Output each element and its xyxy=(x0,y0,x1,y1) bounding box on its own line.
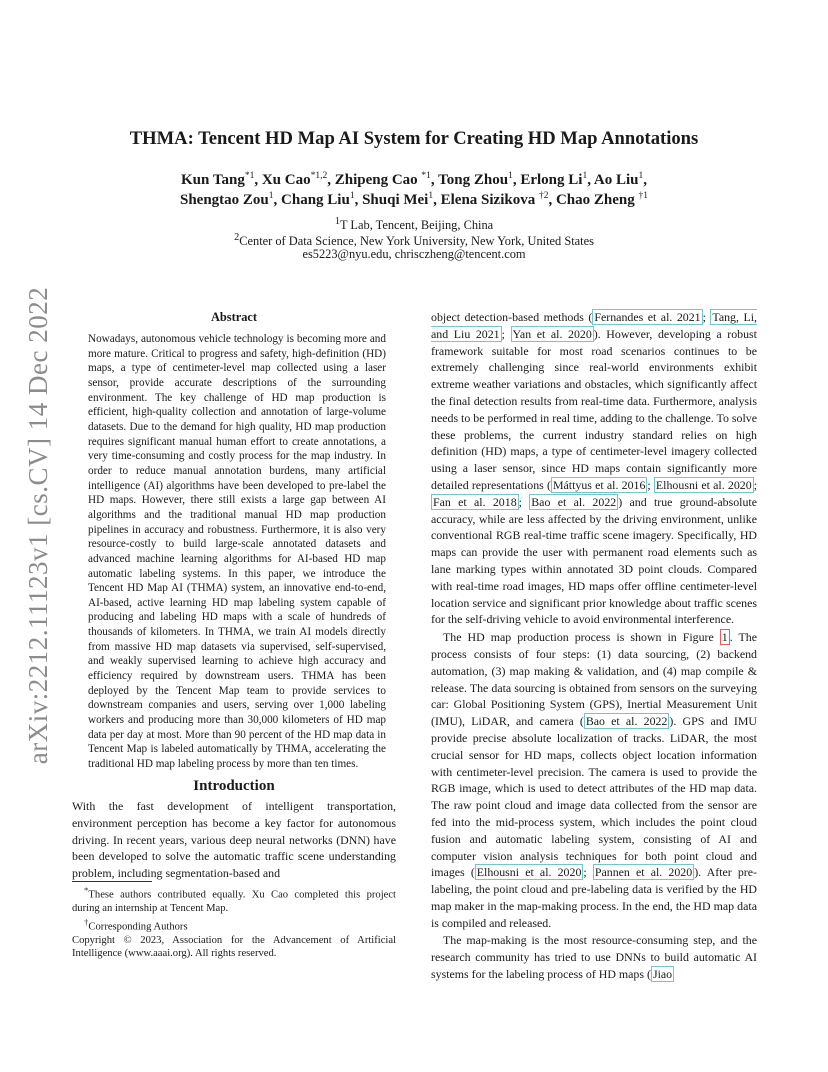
author-name: Xu Cao xyxy=(261,172,311,188)
right-paragraph-3 xyxy=(431,932,757,982)
footnote-text: Corresponding Authors xyxy=(88,921,188,933)
author-name: Shuqi Mei xyxy=(362,192,429,208)
author-separator: , xyxy=(273,192,282,208)
citation-link[interactable]: Yan et al. 2020 xyxy=(512,326,592,341)
author-name: Elena Sizikova xyxy=(440,192,539,208)
footnote-text: These authors contributed equally. Xu Cao completed this project during an internship at Tencent Map. xyxy=(72,889,396,915)
author-name: Shengtao Zou xyxy=(180,192,269,208)
footnotes xyxy=(72,884,396,961)
author-name: Kun Tang xyxy=(181,172,245,188)
abstract-text: Nowadays, autonomous vehicle technology is becoming more and more mature. Critical to progress and safety, high-definition (HD) maps, a type of centimeter-level map collected using a laser sensor, provide accurate descriptions of the surrounding environment. The key challenge of HD map production is efficient, high-quality collection and annotation of large-volume datasets. Due to the demand for high quality, HD map production requires significant manual human effort to create annotations, a very time-consuming and costly process for the map industry. In order to reduce manual annotation burdens, many artificial intelligence (AI) algorithms have been developed to pre-label the HD maps. However, there still exists a large gap between AI algorithms and the traditional manual HD map production pipelines in accuracy and robustness. Furthermore, it is also very resource-costly to build large-scale annotated datasets and advanced machine learning algorithms for AI-based HD map automatic labeling systems. In this paper, we introduce the Tencent HD Map AI (THMA) system, an innovative end-to-end, AI-based, active learning HD map labeling system capable of producing and labeling HD maps with a scale of hundreds of thousands of kilometers. In THMA, we train AI models directly from massive HD map datasets via supervised, self-supervised, and weakly supervised learning to achieve high accuracy and efficiency required by downstream users. THMA has been deployed by the Tencent Map team to provide services to downstream companies and users, serving over 1,000 labeling workers and producing more than 30,000 kilometers of HD map data per day at most. More than 90 percent of the HD map data in Tencent Map is labeled automatically by THMA, accelerating the traditional HD map labeling process by more than ten times. xyxy=(88,333,386,771)
right-column xyxy=(431,309,757,984)
author-emails: es5223@nyu.edu, chrisczheng@tencent.com xyxy=(302,247,526,261)
author-separator: , xyxy=(433,192,441,208)
author-separator: , xyxy=(430,172,439,188)
paper-title: THMA: Tencent HD Map AI System for Creating HD Map Annotations xyxy=(129,128,699,149)
body-text: . The process consists of four steps: (1) data sourcing, (2) backend automation, (3) map making & validation, and (4) map compile & release. The data sourcing is obtained from sensors on the surveying car: Global Positioning System (GPS), Inertial Measurement Unit (IMU), LiDAR, and camera ( xyxy=(431,630,757,729)
author-name: Ao Liu xyxy=(593,172,639,188)
arxiv-stamp-text: arXiv:2212.11123v1 [cs.CV] 14 Dec 2022 xyxy=(23,286,54,764)
citation-link[interactable]: Jiao xyxy=(652,967,673,982)
author-affiliation-mark: 1 xyxy=(508,171,513,181)
citation-link[interactable]: Pannen et al. 2020 xyxy=(594,865,693,880)
body-text: ; xyxy=(583,865,593,880)
body-text: ; xyxy=(647,477,654,492)
author-separator: , xyxy=(587,172,594,188)
body-text: ). However, developing a robust framework suitable for most road scenarios continues to be extremely challenging since real-world environments exhibit extreme weather variations and obstacles, which significantly affect the final detection results from real-time data. Furthermore, analysis needs to be performed in real time, adding to the challenge. To solve these problems, the current industry standard relies on high definition (HD) maps, a type of centimeter-level imagery collected using a laser sensor, since HD maps contain significantly more detailed representations ( xyxy=(431,326,757,492)
footnote-equal-contribution xyxy=(72,884,396,916)
citation-link[interactable]: Bao et al. 2022 xyxy=(531,494,617,509)
arxiv-identifier-stamp xyxy=(14,286,64,764)
author-affiliation-mark: 1 xyxy=(428,191,434,201)
author-name: Erlong Li xyxy=(520,172,583,188)
author-affiliation-mark: 1 xyxy=(349,191,355,201)
author-name: Chao Zheng xyxy=(555,192,639,208)
author-name: Chang Liu xyxy=(281,192,350,208)
right-paragraph-2 xyxy=(431,629,757,931)
figure-reference-link[interactable]: 1 xyxy=(721,630,728,645)
author-line-2 xyxy=(90,190,738,210)
author-affiliation-mark: 1 xyxy=(268,191,274,201)
affiliation-1 xyxy=(70,216,758,233)
author-affiliation-mark: 1 xyxy=(582,171,588,181)
author-name: Tong Zhou xyxy=(438,172,509,188)
author-separator: , xyxy=(548,192,556,208)
body-text: The map-making is the most resource-consuming step, and the research community has tried to use DNNs to build automatic AI systems for the labeling process of HD maps ( xyxy=(431,933,757,982)
citation-link[interactable]: Máttyus et al. 2016 xyxy=(552,477,646,492)
author-separator: , xyxy=(643,172,647,188)
author-list xyxy=(90,170,738,210)
author-line-1 xyxy=(90,170,738,190)
citation-link[interactable]: Fan et al. 2018 xyxy=(433,494,517,509)
affiliation-text: Center of Data Science, New York University, New York, United States xyxy=(239,234,594,249)
author-separator: , xyxy=(512,172,521,188)
affiliation-mark: 1 xyxy=(334,216,340,227)
citation-link[interactable]: Fernandes et al. 2021 xyxy=(594,310,701,324)
body-text: ). After pre-labeling, the point cloud and pre-labeling data is verified by the HD map maker in the map-making process. In the end, the HD map data is compiled and released. xyxy=(431,865,757,930)
footnote-corresponding xyxy=(72,916,396,934)
body-text: The HD map production process is shown in Figure xyxy=(443,630,720,645)
affiliation-text: T Lab, Tencent, Beijing, China xyxy=(339,218,494,233)
author-affiliation-mark: *1,2 xyxy=(310,171,328,181)
body-text: ; xyxy=(501,326,511,341)
introduction-heading: Introduction xyxy=(193,778,275,794)
citation-link[interactable]: Elhousni et al. 2020 xyxy=(476,865,582,880)
body-text: ). GPS and IMU provide precise absolute localization of tracks. LiDAR, the most crucial sensor for HD maps, collects object location information with centimeter-level precision. The camera is used to provide the RGB image, which is used to detect attributes of the HD map data. The raw point cloud and image data collected from the sensor are fed into the mid-process system, which includes the point cloud fusion and automatic labeling system, consisting of AI and computer vision analysis techniques for both point cloud and images ( xyxy=(431,714,757,880)
body-text: ) and true ground-absolute accuracy, while are less affected by the driving environment, unlike conventional RGB real-time traffic scene imagery. Specifically, HD maps can provide the user with permanent road elements such as lane marking types within annotated 3D point clouds. Compared with real-time road images, HD maps offer offline centimeter-level location service and significant prior knowledge about traffic scenes for the self-driving vehicle to avoid environmental interference. xyxy=(431,494,757,627)
author-affiliation-mark: 1 xyxy=(638,171,644,181)
body-text: ; xyxy=(753,477,757,492)
author-affiliation-mark: *1 xyxy=(244,171,255,181)
introduction-paragraph: With the fast development of intelligent transportation, environment perception has become a key factor for autonomous driving. In recent years, various deep neural networks (DNN) have been developed to solve the automatic traffic scene understanding problem, including segmentation-based and xyxy=(72,799,396,881)
author-affiliation-mark: †2 xyxy=(538,191,549,201)
author-affiliation-mark: *1 xyxy=(421,171,431,181)
author-separator: , xyxy=(327,172,335,188)
citation-link[interactable]: Bao et al. 2022 xyxy=(585,714,668,729)
citation-link[interactable]: Elhousni et al. 2020 xyxy=(655,477,752,492)
introduction-body xyxy=(72,798,396,882)
affiliation-mark: 2 xyxy=(234,232,240,243)
author-separator: , xyxy=(354,192,363,208)
right-paragraph-1 xyxy=(431,309,757,628)
author-separator: , xyxy=(254,172,262,188)
copyright-notice: Copyright © 2023, Association for the Advancement of Artificial Intelligence (www.aaai.org). All rights reserved. xyxy=(72,934,396,960)
body-text: ; xyxy=(702,310,711,324)
body-text: ; xyxy=(518,494,530,509)
abstract-body xyxy=(88,332,386,772)
footnote-divider xyxy=(72,881,152,882)
footnote-mark: * xyxy=(84,885,89,895)
citation-link[interactable]: Tang, Li, and Liu 2021 xyxy=(431,310,757,341)
author-affiliation-mark: †1 xyxy=(638,191,648,201)
footnote-mark: † xyxy=(84,916,89,927)
abstract-heading: Abstract xyxy=(210,310,258,324)
body-text: object detection-based methods ( xyxy=(431,310,593,324)
author-name: Zhipeng Cao xyxy=(334,172,422,188)
